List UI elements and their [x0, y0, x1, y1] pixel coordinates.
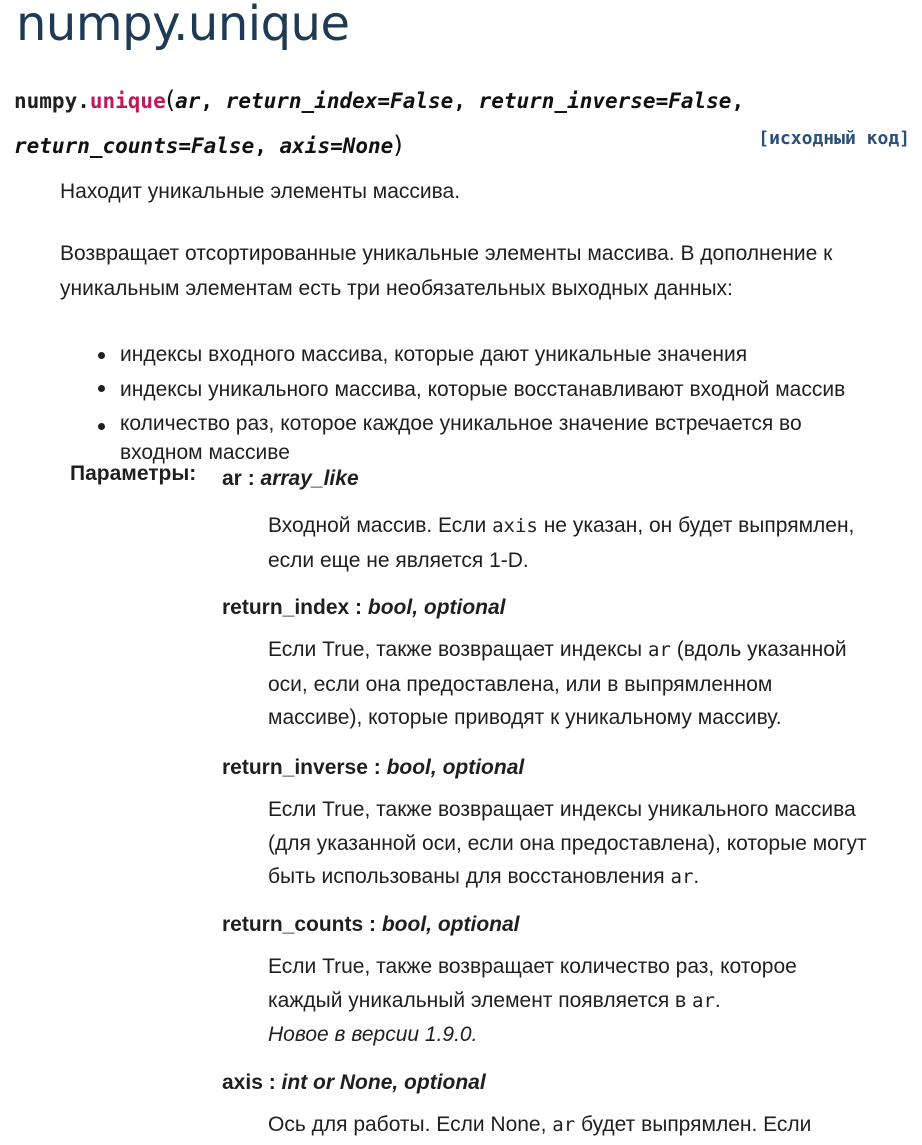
bullet-text: индексы уникального массива, которые восстанавливают входной массив: [120, 378, 846, 401]
param-axis-description: [268, 1108, 811, 1143]
param-return-index-heading: [222, 591, 506, 624]
bullet-item: [98, 371, 845, 409]
param-type: bool, optional: [381, 913, 520, 936]
desc-text: Если True, также возвращает количество раз, которое: [268, 955, 797, 978]
param-ar-heading: [222, 462, 359, 495]
param-separator: :: [349, 596, 368, 619]
function-signature-line-1: [14, 86, 744, 114]
inline-code: ar: [692, 989, 715, 1012]
desc-text: .: [714, 988, 721, 1012]
param-type: bool, optional: [386, 756, 525, 779]
bullet-text: входном массиве: [120, 441, 290, 464]
signature-param-axis: axis=None: [279, 134, 394, 158]
desc-text: Ось для работы. Если None,: [268, 1113, 553, 1136]
signature-module: numpy.: [14, 89, 90, 113]
inline-code: ar: [552, 1114, 576, 1136]
param-return-inverse-heading: [222, 751, 524, 784]
desc-text: .: [693, 865, 700, 888]
page-title: numpy.unique: [16, 0, 350, 52]
description-line-1: Возвращает отсортированные уникальные элементы массива. В дополнение к: [60, 242, 833, 265]
desc-text: (для указанной оси, если она предоставлена), которые могут: [268, 831, 867, 855]
desc-text: (вдоль указанной: [670, 638, 847, 661]
param-separator: :: [363, 913, 382, 936]
bullet-item: [98, 409, 845, 467]
param-type: array_like: [260, 467, 359, 490]
desc-text: Входной массив. Если: [268, 514, 493, 537]
param-ar-description: [268, 509, 854, 577]
inline-code: axis: [492, 515, 538, 537]
description-line-2: уникальным элементам есть три необязательных выходных данных:: [60, 277, 733, 300]
signature-separator: ,: [254, 134, 280, 158]
desc-text: Если True, также возвращает индексы уникального массива: [268, 798, 856, 821]
param-separator: :: [367, 756, 387, 779]
inline-code: ar: [647, 639, 671, 661]
bullet-text: количество раз, которое каждое уникальное значение встречается во: [120, 412, 802, 435]
signature-param-return-index: return_index=False: [225, 89, 454, 113]
signature-param-return-inverse: return_inverse=False: [478, 89, 732, 113]
param-name: return_inverse: [222, 756, 368, 779]
param-return-counts-description: [268, 950, 797, 1052]
param-return-index-description: [268, 633, 847, 735]
signature-function-name[interactable]: unique: [89, 89, 166, 113]
function-signature-line-2: [14, 131, 403, 159]
param-type: int or None, optional: [281, 1071, 486, 1094]
desc-text: каждый уникальный элемент появляется в: [268, 988, 693, 1012]
signature-param-ar: ar: [175, 89, 201, 113]
desc-text: не указан, он будет выпрямлен,: [537, 514, 855, 537]
summary-text: Находит уникальные элементы массива.: [60, 180, 461, 203]
param-separator: :: [262, 1071, 282, 1094]
signature-param-return-counts: return_counts=False: [14, 134, 255, 158]
parameters-label: Параметры:: [70, 462, 197, 485]
signature-separator: ,: [200, 89, 226, 113]
outputs-bullet-list: [98, 338, 845, 467]
desc-text: быть использованы для восстановления: [268, 865, 671, 888]
inline-code: ar: [670, 866, 694, 888]
param-name: axis: [222, 1071, 263, 1094]
signature-open-paren: (: [165, 86, 176, 114]
source-code-link[interactable]: [исходный код]: [758, 128, 910, 149]
param-separator: :: [241, 467, 261, 490]
signature-separator: ,: [453, 89, 479, 113]
version-note: Новое в версии 1.9.0.: [268, 1023, 478, 1046]
desc-text: оси, если она предоставлена, или в выпрямленном: [268, 672, 773, 696]
desc-text: Если True, также возвращает индексы: [268, 638, 648, 661]
param-axis-heading: [222, 1066, 486, 1099]
param-return-inverse-description: [268, 793, 867, 895]
signature-close-paren: ): [393, 131, 403, 159]
bullet-item: [98, 338, 845, 371]
desc-text: будет выпрямлен. Если: [575, 1113, 812, 1136]
bullet-text: индексы входного массива, которые дают уникальные значения: [120, 343, 748, 366]
desc-text: массиве), которые приводят к уникальному массиву.: [268, 706, 782, 729]
param-name: ar: [222, 467, 242, 490]
desc-text: если еще не является 1-D.: [268, 548, 529, 572]
signature-separator-trailing: ,: [731, 89, 745, 113]
param-return-counts-heading: [222, 908, 520, 941]
param-name: return_counts: [222, 913, 364, 936]
param-type: bool, optional: [367, 596, 506, 619]
param-name: return_index: [222, 596, 350, 619]
